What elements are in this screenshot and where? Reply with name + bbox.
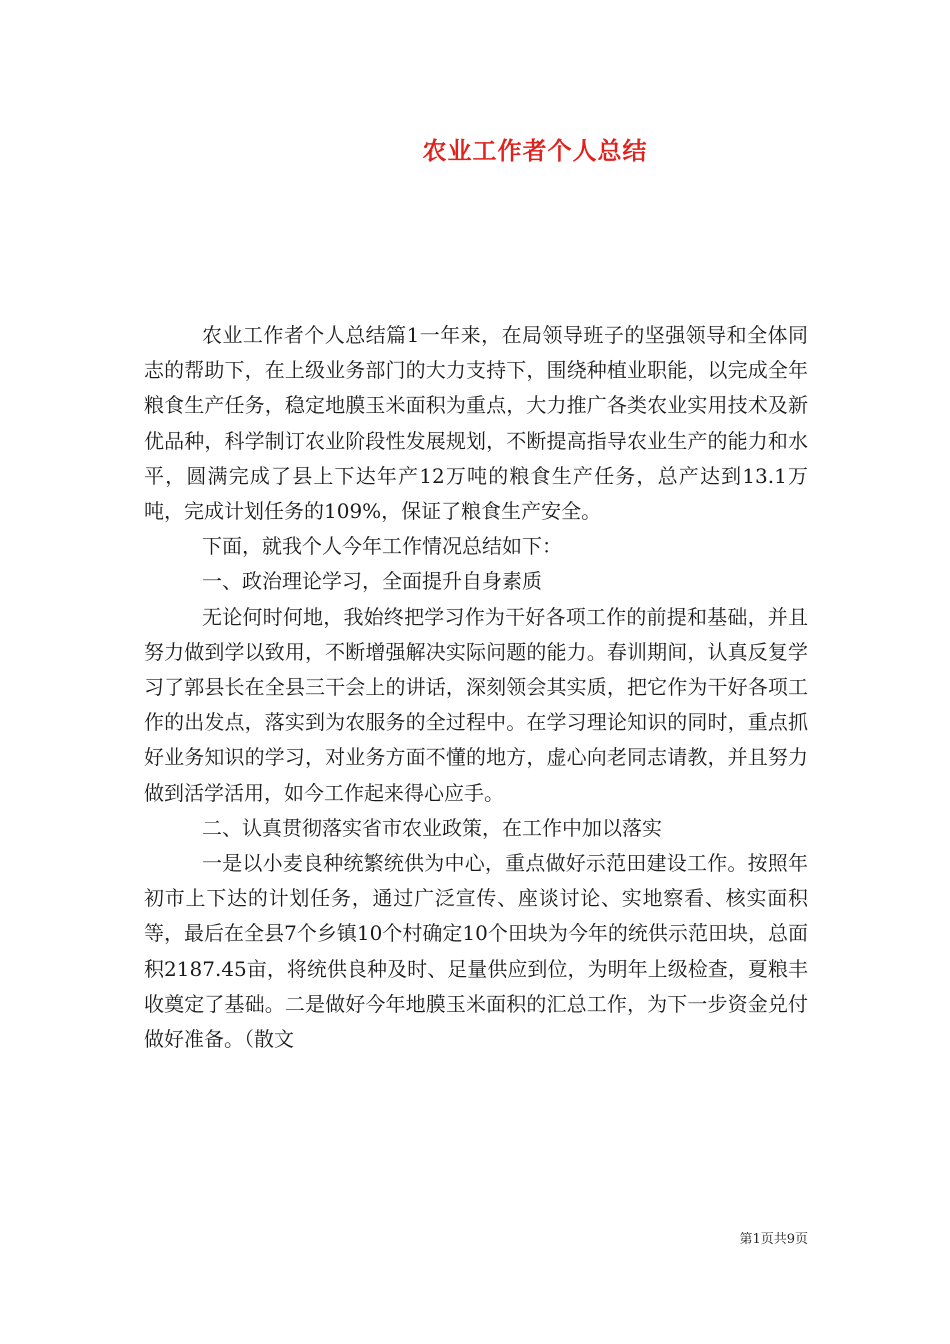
section-heading-2: 二、认真贯彻落实省市农业政策，在工作中加以落实 (202, 815, 662, 840)
document-body (144, 318, 808, 1057)
paragraph-intro: 农业工作者个人总结篇1一年来，在局领导班子的坚强领导和全体同志的帮助下，在上级业务部门的大力支持下，围绕种植业职能，以完成全年粮食生产任务，稳定地膜玉米面积为重点，大力推广各类农业实用技术及新优品种，科学制订农业阶段性发展规划，不断提高指导农业生产的能力和水平，圆满完成了县上下达年产12万吨的粮食生产任务，总产达到13.1万吨，完成计划任务的109%，保证了粮食生产安全。 (144, 323, 808, 524)
document-title: 农业工作者个人总结 (422, 136, 648, 165)
paragraph-study: 无论何时何地，我始终把学习作为干好各项工作的前提和基础，并且努力做到学以致用，不断增强解决实际问题的能力。春训期间，认真反复学习了郭县长在全县三干会上的讲话，深刻领会其实质，把它作为干好各项工作的出发点，落实到为农服务的全过程中。在学习理论知识的同时，重点抓好业务知识的学习，对业务方面不懂的地方，虚心向老同志请教，并且努力做到活学活用，如今工作起来得心应手。 (144, 604, 808, 805)
paragraph-policy: 一是以小麦良种统繁统供为中心，重点做好示范田建设工作。按照年初市上下达的计划任务，通过广泛宣传、座谈讨论、实地察看、核实面积等，最后在全县7个乡镇10个村确定10个田块为今年的统供示范田块，总面积2187.45亩，将统供良种及时、足量供应到位，为明年上级检查，夏粮丰收奠定了基础。二是做好今年地膜玉米面积的汇总工作，为下一步资金兑付做好准备。（散文 (144, 851, 808, 1052)
paragraph-summary-lead: 下面，就我个人今年工作情况总结如下： (202, 534, 562, 559)
section-heading-1: 一、政治理论学习，全面提升自身素质 (202, 569, 542, 594)
page-number: 第1页共9页 (739, 1232, 808, 1247)
